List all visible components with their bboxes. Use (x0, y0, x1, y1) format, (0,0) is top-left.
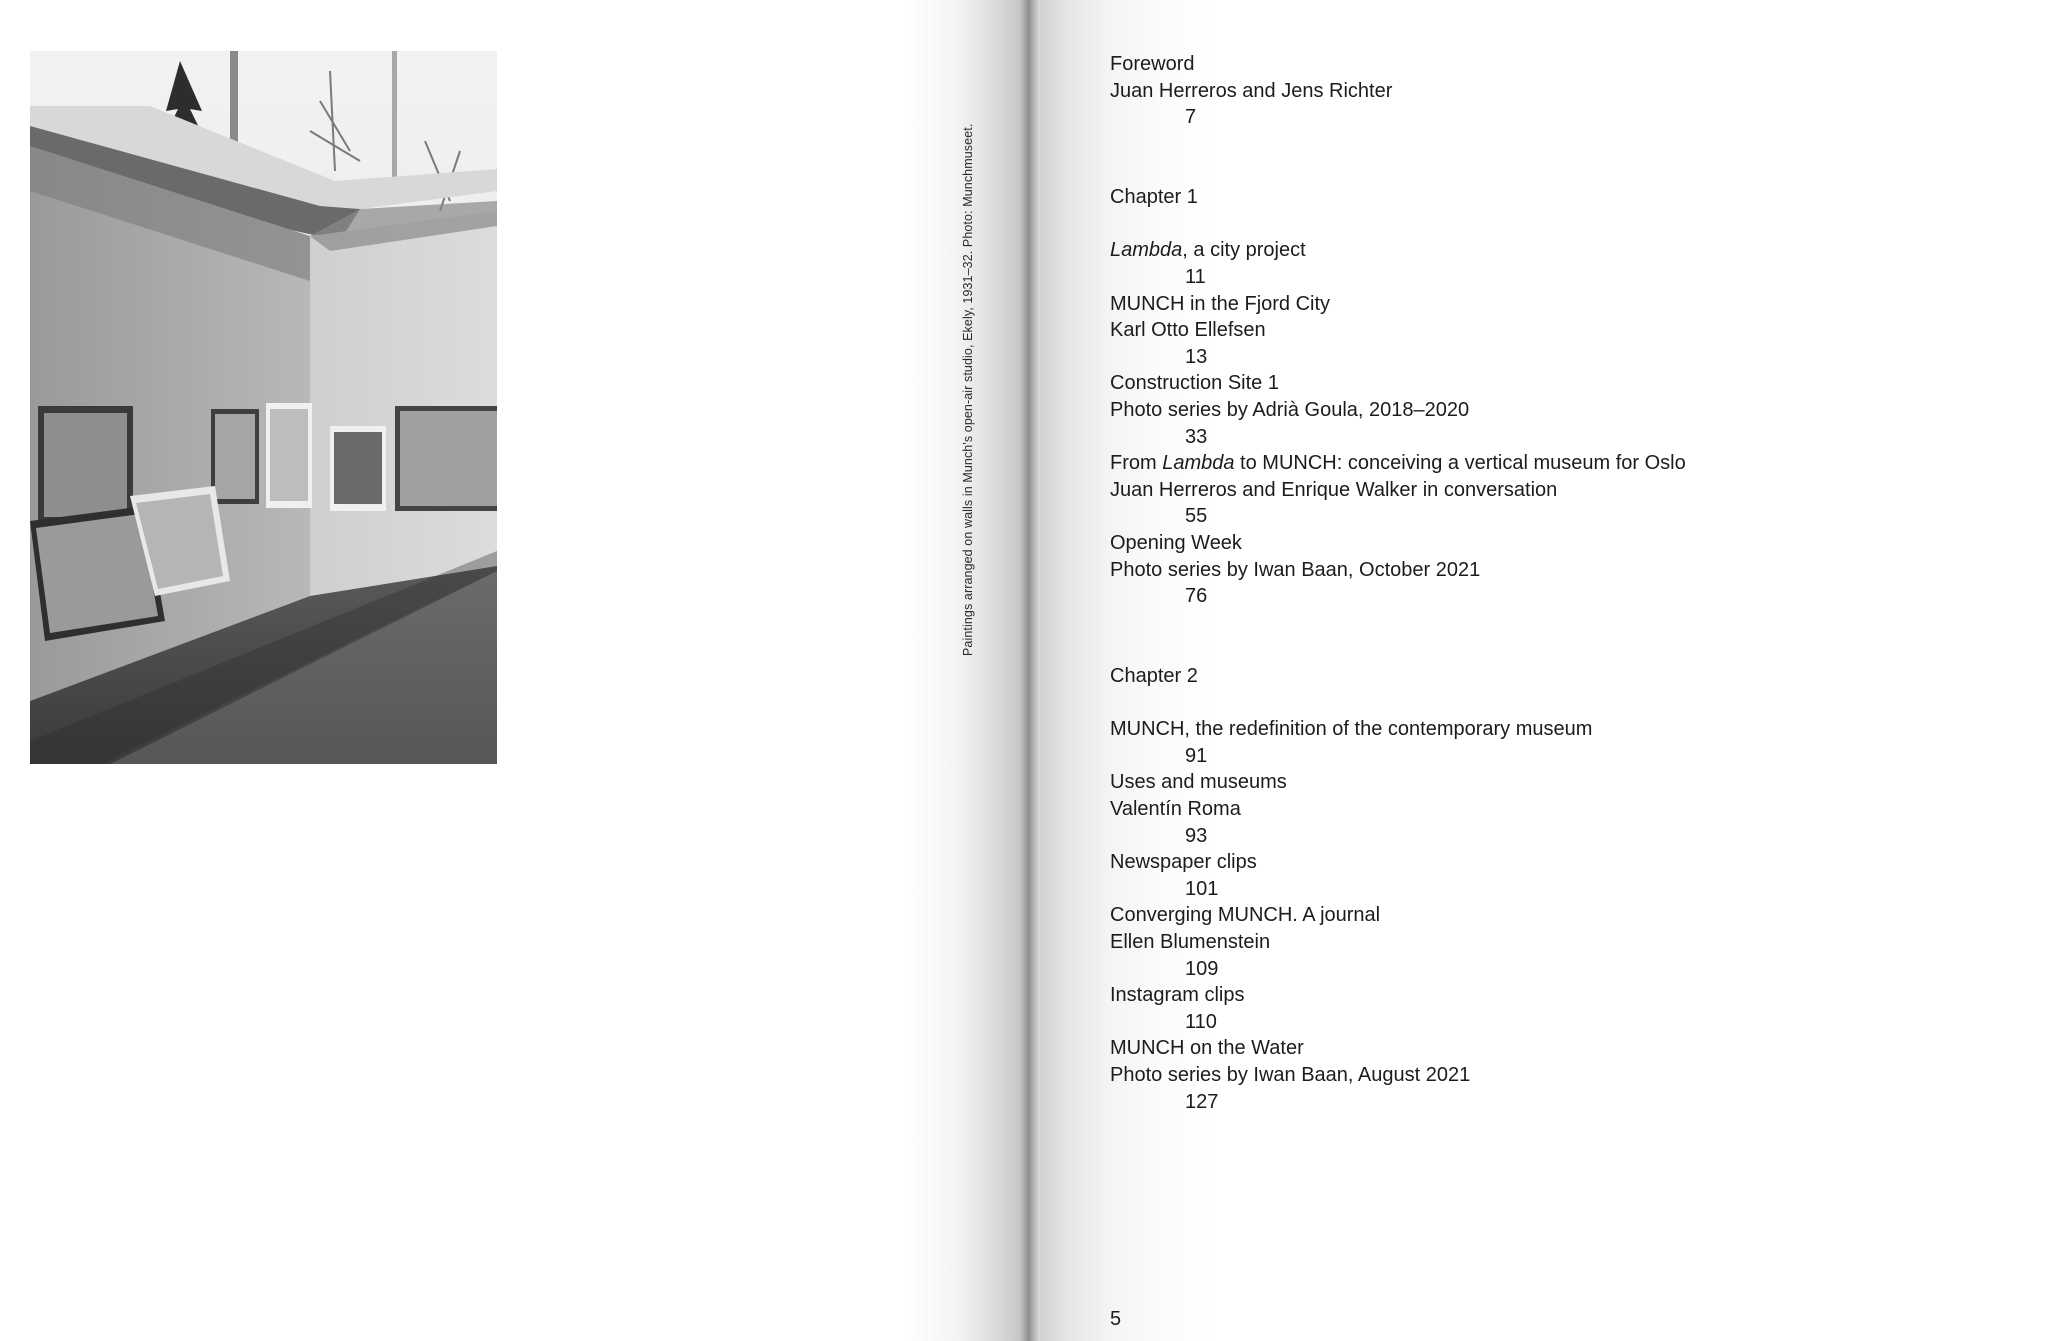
toc-author: Ellen Blumenstein (1110, 931, 1271, 954)
toc-title: MUNCH in the Fjord City (1110, 292, 1331, 315)
toc-page: 13 (1185, 345, 1208, 368)
toc-title-rest: to MUNCH: conceiving a vertical museum for Oslo (1234, 452, 1686, 475)
page-number: 5 (1110, 1308, 1122, 1330)
toc-page: 7 (1185, 106, 1197, 129)
gutter-shadow (1020, 0, 1040, 1341)
toc-page: 127 (1185, 1090, 1219, 1113)
spacer (1110, 131, 1970, 184)
toc-title (1110, 237, 1970, 264)
toc-page: 110 (1185, 1010, 1217, 1033)
toc-author: Juan Herreros and Enrique Walker in conversation (1110, 478, 1558, 501)
toc-title: MUNCH, the redefinition of the contemporary museum (1110, 718, 1593, 741)
toc-title: Converging MUNCH. A journal (1110, 904, 1381, 927)
toc-title: Newspaper clips (1110, 851, 1257, 874)
toc-title: Foreword (1110, 53, 1195, 75)
photo-caption: Paintings arranged on walls in Munch's open-air studio, Ekely, 1931–32. Photo: Munchmuseet. (961, 123, 975, 656)
toc-page: 109 (1185, 957, 1219, 980)
toc-title-pre: From (1110, 452, 1163, 475)
spacer (1110, 610, 1970, 663)
toc-author: Juan Herreros and Jens Richter (1110, 79, 1393, 102)
toc-author: Photo series by Iwan Baan, August 2021 (1110, 1064, 1471, 1086)
toc-title-italic: Lambda (1110, 239, 1183, 262)
toc-title: Uses and museums (1110, 771, 1287, 794)
toc-title-rest: , a city project (1182, 239, 1306, 262)
toc-page: 55 (1185, 505, 1208, 528)
toc-title (1110, 450, 1970, 477)
toc-author: Photo series by Iwan Baan, October 2021 (1110, 558, 1481, 581)
chapter-heading: Chapter 2 (1110, 664, 1198, 687)
table-of-contents (1110, 51, 1970, 1115)
toc-title: Opening Week (1110, 531, 1242, 554)
toc-title: MUNCH on the Water (1110, 1037, 1304, 1060)
toc-page: 76 (1185, 585, 1208, 608)
toc-page: 11 (1185, 265, 1206, 288)
toc-title: Construction Site 1 (1110, 372, 1279, 395)
toc-page: 101 (1185, 877, 1219, 900)
toc-author: Valentín Roma (1110, 798, 1241, 821)
toc-page: 33 (1185, 425, 1208, 448)
toc-page: 93 (1185, 824, 1208, 847)
toc-title: Instagram clips (1110, 984, 1245, 1007)
spacer (1110, 210, 1970, 237)
chapter-heading: Chapter 1 (1110, 185, 1198, 208)
toc-title-italic: Lambda (1162, 452, 1235, 475)
archival-photo (30, 51, 497, 764)
spacer (1110, 689, 1970, 716)
toc-author: Karl Otto Ellefsen (1110, 319, 1266, 342)
toc-page: 91 (1185, 744, 1208, 767)
toc-author: Photo series by Adrià Goula, 2018–2020 (1110, 398, 1470, 421)
